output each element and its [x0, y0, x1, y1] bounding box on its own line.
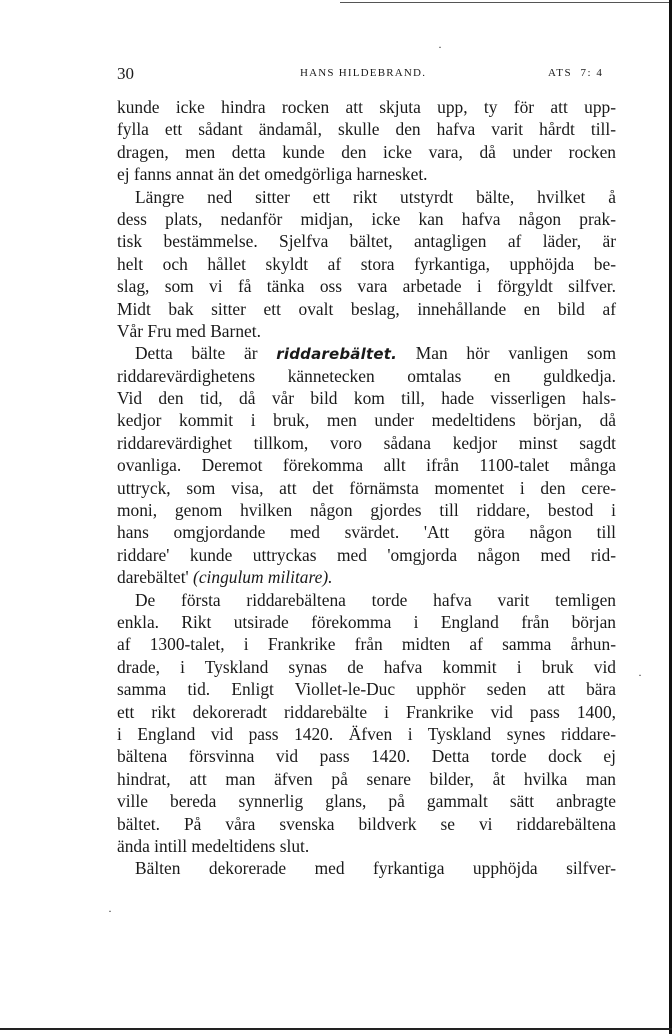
ink-speck: ·: [438, 40, 442, 54]
text-line: moni, genom hvilken någon gjordes till riddare, bestod i: [117, 500, 616, 521]
text-line: hindrat, att man äfven på senare bilder, åt hvilka man: [117, 768, 616, 789]
bottom-edge-rule: [0, 1028, 672, 1030]
text-line: kedjor kommit i bruk, men under medeltidens början, då: [117, 410, 616, 431]
emphasized-term: riddarebältet.: [276, 345, 397, 364]
text-line: helt och hållet skyldt af stora fyrkantiga, upphöjda be-: [117, 253, 616, 274]
text-fragment: darebältet': [117, 567, 189, 588]
page-header: [117, 64, 617, 84]
text-line: samma tid. Enligt Viollet-le-Duc upphör seden att bära: [117, 679, 616, 700]
text-line: Längre ned sitter ett rikt utstyrdt bälte, hvilket å: [135, 186, 616, 207]
text-line: ovanliga. Deremot förekomma allt ifrån 1100-talet många: [117, 455, 616, 476]
text-line: De första riddarebältena torde hafva varit temligen: [135, 589, 616, 610]
running-head: HANS HILDEBRAND.: [300, 67, 427, 79]
text-line: hans omgjordande med svärdet. 'Att göra någon till: [117, 522, 616, 543]
text-line: [117, 566, 616, 588]
text-fragment: Man hör vanligen som: [415, 343, 616, 364]
text-line: riddarevärdighetens kännetecken omtalas en guldkedja.: [117, 365, 616, 386]
text-line: af 1300-talet, i Frankrike från midten af samma århun-: [117, 634, 616, 655]
text-line: dragen, men detta kunde den icke vara, då under rocken: [117, 141, 616, 162]
text-line: ända intill medeltidens slut.: [117, 835, 310, 856]
body-text: [117, 96, 616, 880]
text-line: bältet. På våra svenska bildverk se vi riddarebältena: [117, 813, 616, 834]
latin-phrase: (cingulum militare).: [193, 567, 333, 588]
ink-speck: ·: [638, 668, 642, 682]
text-line: bältena försvinna vid pass 1420. Detta torde dock ej: [117, 746, 616, 767]
text-line: kunde icke hindra rocken att skjuta upp, ty för att upp-: [117, 97, 616, 117]
text-line: fylla ett sådant ändamål, skulle den hafva varit hårdt till-: [117, 119, 616, 140]
text-line: dess plats, nedanför midjan, icke kan hafva någon prak-: [117, 208, 616, 229]
text-line: ville bereda synnerlig glans, på gammalt sätt anbragte: [117, 791, 616, 812]
text-fragment: Detta bälte är: [135, 343, 258, 364]
text-line: Vid den tid, då vår bild kom till, hade visserligen hals-: [117, 388, 616, 409]
text-line: drade, i Tyskland synas de hafva kommit i bruk vid: [117, 656, 616, 677]
text-line: ett rikt dekoreradt riddarebälte i Frankrike vid pass 1400,: [117, 701, 616, 722]
text-line: riddarevärdighet tillkom, voro sådana kedjor minst sagdt: [117, 432, 616, 453]
text-line: i England vid pass 1420. Äfven i Tyskland synes riddare-: [117, 723, 616, 744]
signature-mark: ATS 7: 4: [548, 67, 604, 79]
text-line: riddare' kunde uttryckas med 'omgjorda någon med rid-: [117, 544, 616, 565]
text-line: enkla. Rikt utsirade förekomma i England från början: [117, 611, 616, 632]
text-line: ej fanns annat än det omedgörliga harnesket.: [117, 164, 428, 185]
text-line: [117, 342, 616, 364]
text-line: Bälten dekorerade med fyrkantiga upphöjda silfver-: [135, 858, 616, 879]
text-line: tisk bestämmelse. Sjelfva bältet, antagligen af läder, är: [117, 231, 616, 252]
top-edge-rule: [340, 2, 672, 3]
text-line: Vår Fru med Barnet.: [117, 320, 261, 341]
text-line: Midt bak sitter ett ovalt beslag, innehållande en bild af: [117, 298, 616, 319]
text-line: slag, som vi få tänka oss vara arbetade i förgyldt silfver.: [117, 276, 616, 297]
ink-speck: ·: [108, 904, 112, 918]
page-number: 30: [117, 64, 134, 83]
text-line: uttryck, som visa, att det förnämsta momentet i den cere-: [117, 477, 616, 498]
